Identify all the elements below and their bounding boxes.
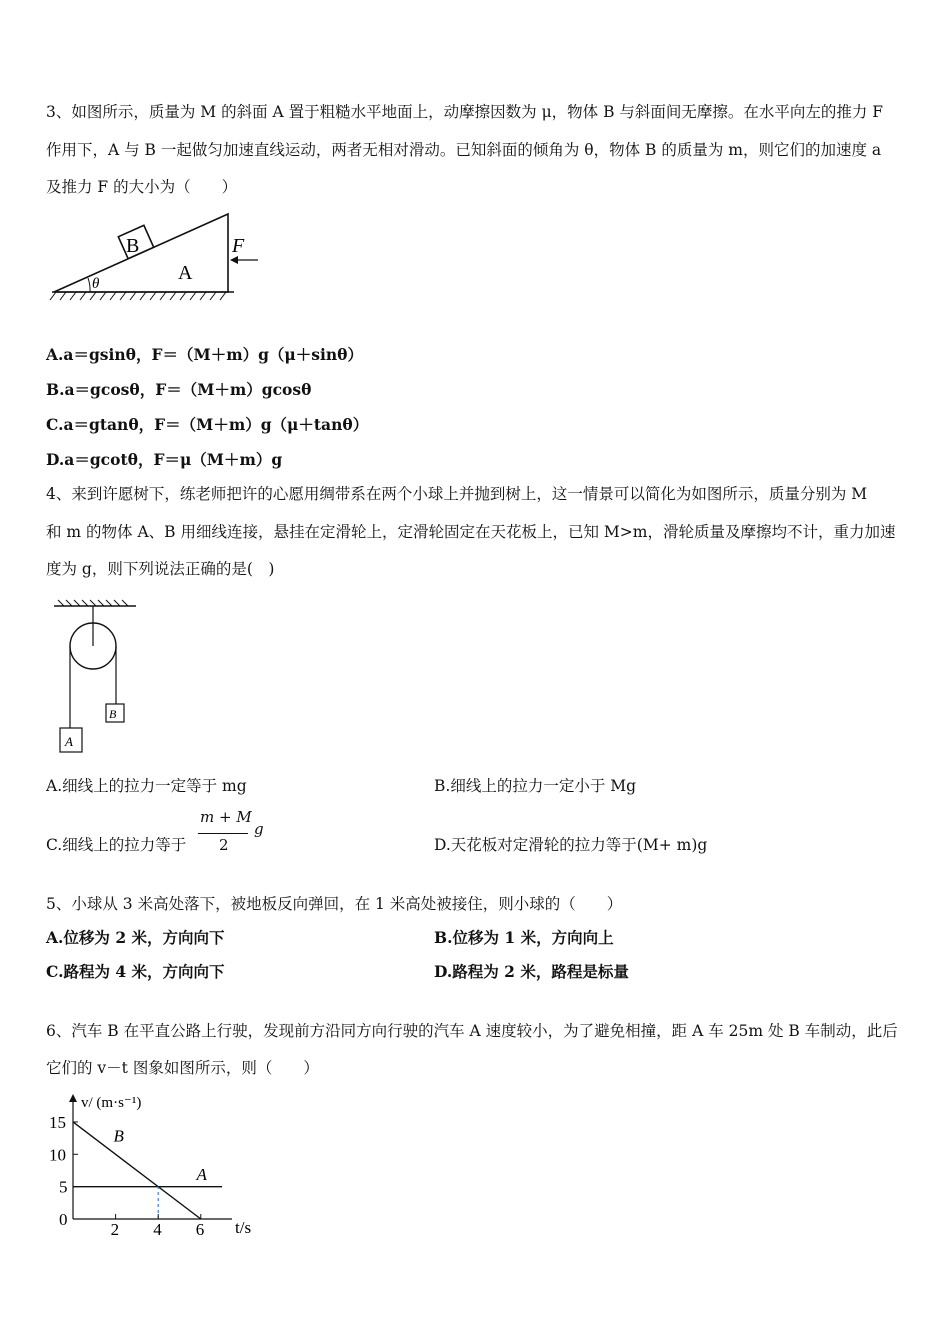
fraction-bar xyxy=(198,833,248,834)
y-tick-label-5: 5 xyxy=(59,1177,68,1197)
q5-option-b[interactable]: B.位移为 1 米，方向向上 xyxy=(434,928,614,947)
q5-option-a[interactable]: A.位移为 2 米，方向向下 xyxy=(46,928,225,947)
chart-axes xyxy=(69,1094,232,1219)
fraction-g: g xyxy=(254,820,264,838)
q5-option-c[interactable]: C.路程为 4 米，方向向下 xyxy=(46,962,225,981)
chart-ylabel: v/ (m·s⁻¹) xyxy=(81,1095,142,1111)
q3-option-a[interactable]: A.a＝gsinθ，F＝（M＋m）g（μ＋sinθ） xyxy=(46,345,363,364)
q4-option-a[interactable]: A.细线上的拉力一定等于 mg xyxy=(46,777,247,795)
x-tick-label-6: 6 xyxy=(195,1220,205,1239)
q4-text-line1: 4、来到许愿树下，练老师把许的心愿用绸带系在两个小球上并抛到树上，这一情景可以简化为如图所示，质量分别为 M xyxy=(46,485,868,503)
fraction-denominator: 2 xyxy=(219,836,229,854)
q3-option-c[interactable]: C.a＝gtanθ，F＝（M＋m）g（μ＋tanθ） xyxy=(46,415,369,434)
series-line-B xyxy=(73,1122,201,1219)
q3-option-d[interactable]: D.a＝gcotθ，F＝μ（M＋m）g xyxy=(46,450,283,469)
x-tick-label-2: 2 xyxy=(110,1220,120,1239)
q3-text-line2: 作用下，A 与 B 一起做匀加速直线运动，两者无相对滑动。已知斜面的倾角为 θ，物体 B 的质量为 m，则它们的加速度 a xyxy=(46,141,882,159)
q4-text-line3: 度为 g，则下列说法正确的是( ) xyxy=(46,560,275,578)
series-label-A: A xyxy=(196,1165,207,1185)
q6-text-line2: 它们的 v－t 图象如图所示，则（ ） xyxy=(46,1059,319,1077)
q3-text-line1: 3、如图所示，质量为 M 的斜面 A 置于粗糙水平地面上，动摩擦因数为 μ，物体 B 与斜面间无摩擦。在水平向左的推力 F xyxy=(46,103,884,121)
series-label-B: B xyxy=(113,1126,124,1146)
label-a: A xyxy=(178,262,193,284)
q4-option-c-fraction xyxy=(196,808,266,858)
y-tick-label-0: 0 xyxy=(59,1210,68,1229)
y-tick-label-15: 15 xyxy=(49,1112,66,1132)
label-f: F xyxy=(232,235,245,257)
q3-incline-figure xyxy=(46,208,276,308)
q3-text-line3: 及推力 F 的大小为（ ） xyxy=(46,178,238,196)
label-theta: θ xyxy=(92,276,100,292)
fraction-numerator: m + M xyxy=(200,808,252,826)
q4-pulley-figure xyxy=(50,598,150,760)
label-a: A xyxy=(65,734,73,749)
q5-text-line1: 5、小球从 3 米高处落下，被地板反向弹回，在 1 米高处被接住，则小球的（ ） xyxy=(46,895,623,913)
x-tick-label-4: 4 xyxy=(153,1220,162,1239)
label-b: B xyxy=(109,707,117,721)
q3-option-b[interactable]: B.a＝gcosθ，F＝（M＋m）gcosθ xyxy=(46,380,312,399)
q4-option-c[interactable]: C.细线上的拉力等于 xyxy=(46,836,187,854)
q4-option-d[interactable]: D.天花板对定滑轮的拉力等于(M+ m)g xyxy=(434,836,708,854)
chart-xlabel: t/s xyxy=(235,1218,252,1237)
label-b: B xyxy=(126,235,140,257)
q4-text-line2: 和 m 的物体 A、B 用细线连接，悬挂在定滑轮上，定滑轮固定在天花板上，已知 M>m，滑轮质量及摩擦均不计，重力加速 xyxy=(46,523,896,541)
vt-chart xyxy=(40,1088,280,1243)
y-tick-label-10: 10 xyxy=(49,1145,66,1165)
q5-option-d[interactable]: D.路程为 2 米，路程是标量 xyxy=(434,962,629,981)
q4-option-b[interactable]: B.细线上的拉力一定小于 Mg xyxy=(434,777,637,795)
q6-text-line1: 6、汽车 B 在平直公路上行驶，发现前方沿同方向行驶的汽车 A 速度较小，为了避免相撞，距 A 车 25m 处 B 车制动，此后 xyxy=(46,1022,898,1040)
